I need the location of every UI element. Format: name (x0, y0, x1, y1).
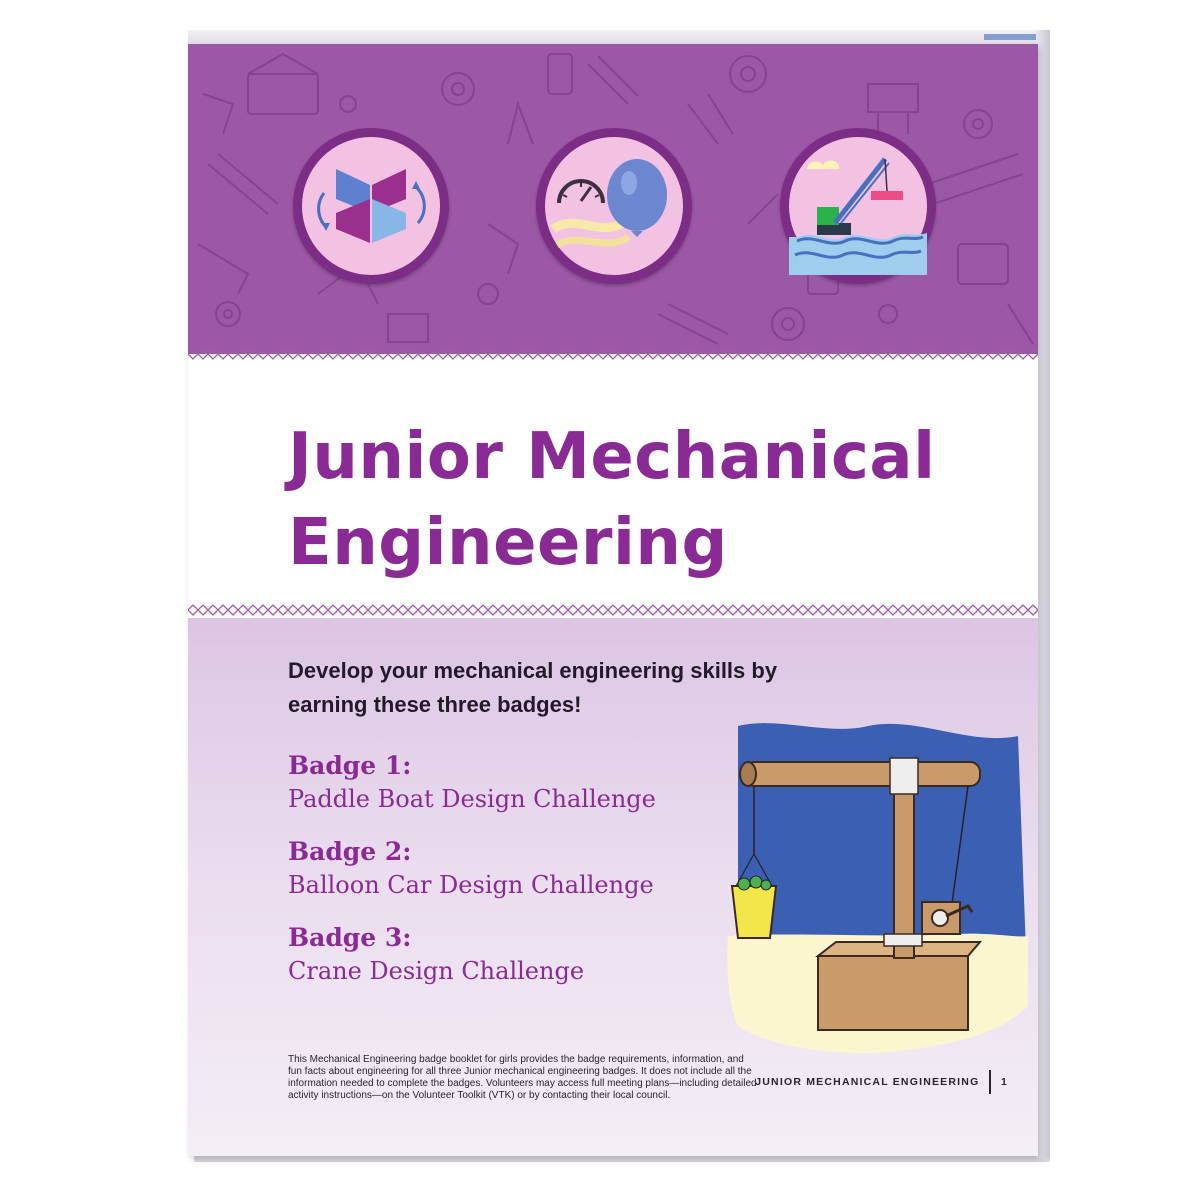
header-band (188, 44, 1038, 354)
badge-number: Badge 1: (288, 751, 412, 780)
booklet-disclaimer: This Mechanical Engineering badge booklet for girls provides the badge requirements, information, and fun facts about engineering for all three Junior mechanical engineering badges. It does not include all the information needed to complete the badges. Volunteers may access full meeting plans—including detailed activity instructions—on the Volunteer Toolkit (VTK) or by contacting their local council. (288, 1054, 757, 1101)
badge-title: Paddle Boat Design Challenge (288, 785, 656, 813)
page-number: 1 (1000, 1076, 1008, 1088)
badge-title: Crane Design Challenge (288, 957, 585, 985)
booklet-side-edge (1036, 30, 1050, 1158)
page-title: Junior Mechanical Engineering (288, 420, 936, 580)
badge-number: Badge 3: (288, 923, 412, 952)
intro-text: Develop your mechanical engineering skills by earning these three badges! (288, 658, 778, 717)
badge-item-1 (288, 750, 758, 816)
booklet-cover (188, 44, 1038, 1156)
zigzag-divider-top (188, 348, 1038, 360)
badge-item-2 (288, 836, 758, 902)
paddle-wheel-icon (293, 128, 449, 284)
content-band (188, 618, 1038, 1156)
badge-title: Balloon Car Design Challenge (288, 871, 654, 899)
balloon-speedometer-icon (536, 128, 692, 284)
page-footer (755, 1070, 1008, 1094)
footer-divider (989, 1070, 991, 1094)
crane-icon (780, 128, 936, 284)
badge-item-3 (288, 922, 758, 988)
zigzag-divider-bottom (188, 604, 1038, 616)
cardboard-crane-illustration (718, 706, 1028, 1058)
badge-list (288, 750, 758, 1008)
title-band (188, 360, 1038, 606)
badge-number: Badge 2: (288, 837, 412, 866)
running-title: JUNIOR MECHANICAL ENGINEERING (755, 1076, 980, 1088)
